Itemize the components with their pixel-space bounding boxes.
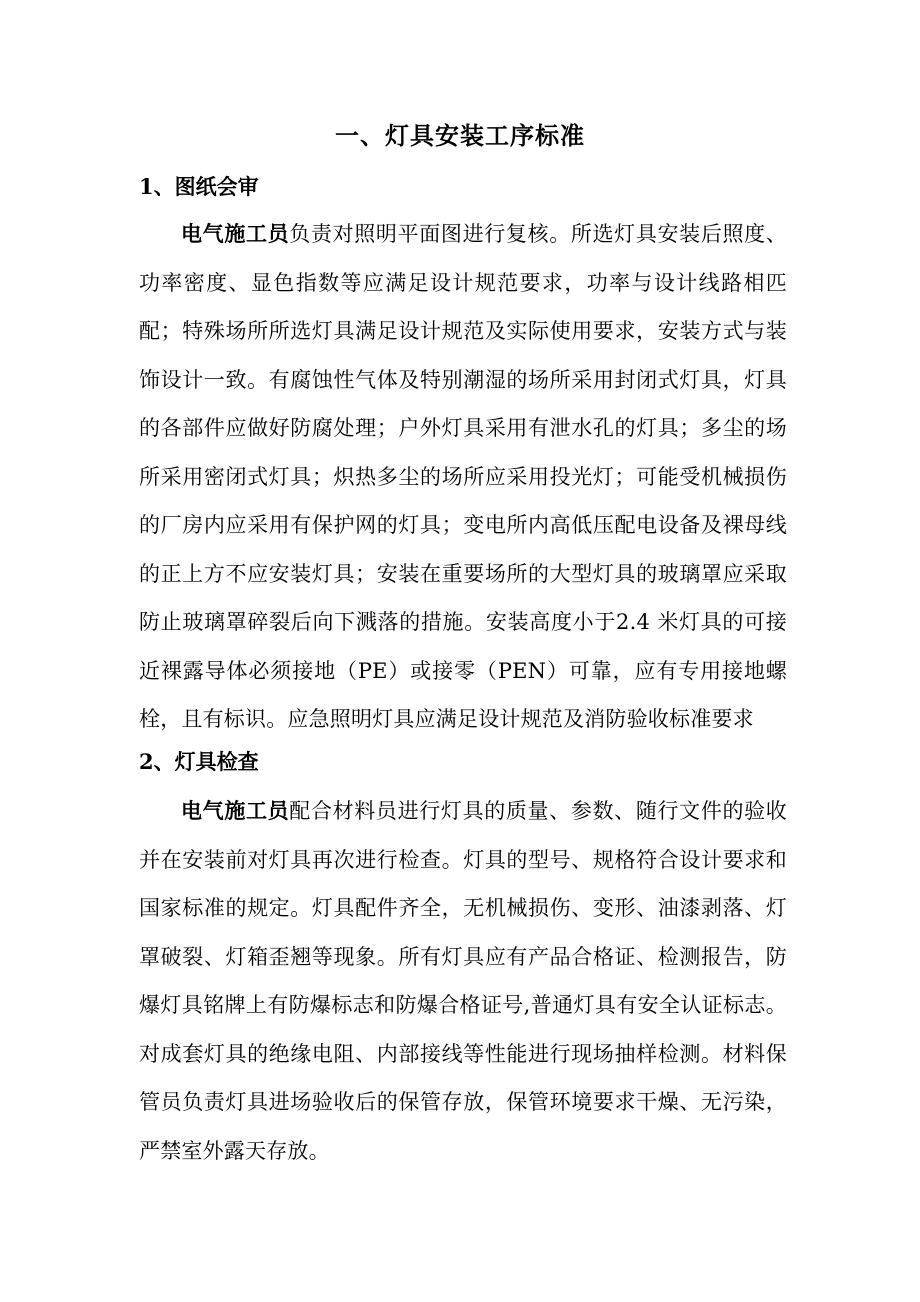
section-paragraph-lamp-inspection bbox=[139, 787, 787, 1175]
section-heading-drawing-review: 1、图纸会审 bbox=[139, 174, 259, 199]
document-title: 一、灯具安装工序标准 bbox=[335, 121, 585, 150]
section-heading-lamp-inspection: 2、灯具检查 bbox=[139, 749, 259, 774]
paragraph-text: 负责对照明平面图进行复核。所选灯具安装后照度、功率密度、显色指数等应满足设计规范要求，功率与设计线路相匹配；特殊场所所选灯具满足设计规范及实际使用要求，安装方式与装饰设计一致。有腐蚀性气体及特别潮湿的场所采用封闭式灯具，灯具的各部件应做好防腐处理；户外灯具采用有泄水孔的灯具；多尘的场所采用密闭式灯具；炽热多尘的场所应采用投光灯；可能受机械损伤的厂房内应采用有保护网的灯具；变电所内高低压配电设备及裸母线的正上方不应安装灯具；安装在重要场所的大型灯具的玻璃罩应采取防止玻璃罩碎裂后向下溅落的措施。安装高度小于2.4 米灯具的可接近裸露导体必须接地（PE）或接零（PEN）可靠，应有专用接地螺栓，且有标识。应急照明灯具应满足设计规范及消防验收标准要求 bbox=[139, 222, 787, 731]
section-paragraph-drawing-review bbox=[139, 210, 787, 744]
responsible-role: 电气施工员 bbox=[181, 221, 290, 246]
responsible-role: 电气施工员 bbox=[181, 798, 290, 823]
paragraph-text: 配合材料员进行灯具的质量、参数、随行文件的验收并在安装前对灯具再次进行检查。灯具的型号、规格符合设计要求和国家标准的规定。灯具配件齐全，无机械损伤、变形、油漆剥落、灯罩破裂、灯箱歪翘等现象。所有灯具应有产品合格证、检测报告，防爆灯具铭牌上有防爆标志和防爆合格证号,普通灯具有安全认证标志。对成套灯具的绝缘电阻、内部接线等性能进行现场抽样检测。材料保管员负责灯具进场验收后的保管存放，保管环境要求干燥、无污染，严禁室外露天存放。 bbox=[139, 799, 787, 1163]
